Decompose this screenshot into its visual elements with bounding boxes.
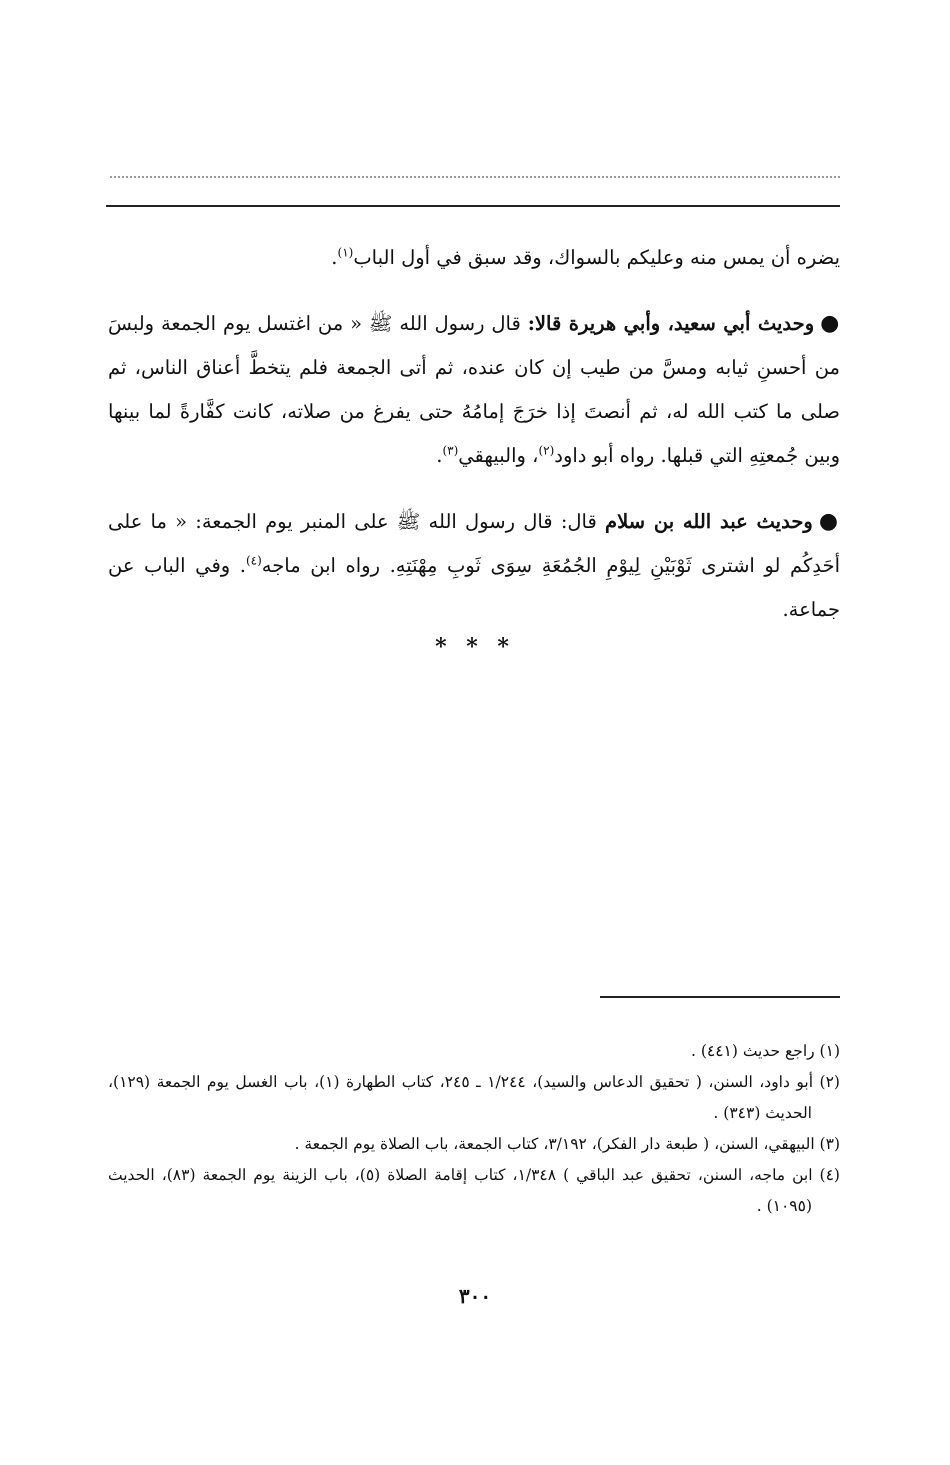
header-dotted-divider	[110, 176, 840, 178]
paragraph-1	[108, 236, 840, 280]
paragraph-2-mid: ، والبيهقي	[458, 444, 539, 467]
main-text	[108, 236, 840, 654]
footnote-4: (٤) ابن ماجه، السنن، تحقيق عبد الباقي ) ١/٣٤٨، كتاب إقامة الصلاة (٥)، باب الزينة يوم الجمعة (٨٣)، الحديث (١٠٩٥) .	[108, 1166, 840, 1215]
footnote-ref-4[interactable]: (٤)	[245, 553, 262, 568]
footnote-2: (٢) أبو داود، السنن، ( تحقيق الدعاس والسيد)، ١/٢٤٤ ـ ٢٤٥، كتاب الطهارة (١)، باب الغسل يوم الجمعة (١٢٩)، الحديث (٣٤٣) .	[108, 1073, 840, 1122]
footnote-3: (٣) البيهقي، السنن، ( طبعة دار الفكر)، ٣/١٩٢، كتاب الجمعة، باب الصلاة يوم الجمعة .	[294, 1135, 840, 1153]
header-solid-divider	[106, 205, 840, 207]
footnote-ref-1[interactable]: (١)	[337, 245, 354, 260]
paragraph-2-tail: .	[436, 444, 443, 467]
bullet-icon: ●	[820, 311, 841, 336]
footnote-1: (١) راجع حديث (٤٤١) .	[690, 1042, 840, 1060]
bullet-icon: ●	[818, 509, 841, 534]
paragraph-3-text: قال: قال رسول الله ﷺ على المنبر يوم الجمعة: « ما على أحَدِكُم لو اشترى ثَوْبَيْنِ لِيوْمِ الجُمُعَةِ سِوَى ثَوبِ مِهْنَتِهِ. رواه ابن ماجه	[108, 510, 841, 577]
hadith-lead-abu-said: وحديث أبي سعيد، وأبي هريرة قالا:	[527, 312, 815, 335]
paragraph-2	[108, 302, 840, 478]
footnote-divider	[600, 996, 840, 998]
paragraph-1-text: يضره أن يمس منه وعليكم بالسواك، وقد سبق في أول الباب	[353, 246, 840, 269]
hadith-lead-ibn-salam: وحديث عبد الله بن سلام	[605, 510, 813, 533]
section-separator: * * *	[435, 634, 515, 660]
footnotes	[108, 1036, 840, 1222]
paragraph-1-tail: .	[331, 246, 338, 269]
paragraph-3-tail: . وفي الباب عن جماعة.	[108, 554, 840, 621]
paragraph-3	[108, 500, 840, 632]
footnote-ref-2[interactable]: (٢)	[538, 443, 555, 458]
page-number: ٣٠٠	[458, 1284, 492, 1308]
paragraph-2-text: قال رسول الله ﷺ « من اغتسل يوم الجمعة ولبسَ من أحسنِ ثيابه ومسَّ من طيب إن كان عنده، ثم أتى الجمعة فلم يتخطَّ أعناق الناس، ثم صلى ما كتب الله له، ثم أنصتَ إذا خرَجَ إمامُهُ حتى يفرغ من صلاته، كانت كفَّارةً لما بينها وبين جُمعتِهِ التي قبلها. رواه أبو داود	[108, 312, 840, 467]
footnote-ref-3[interactable]: (٣)	[442, 443, 459, 458]
